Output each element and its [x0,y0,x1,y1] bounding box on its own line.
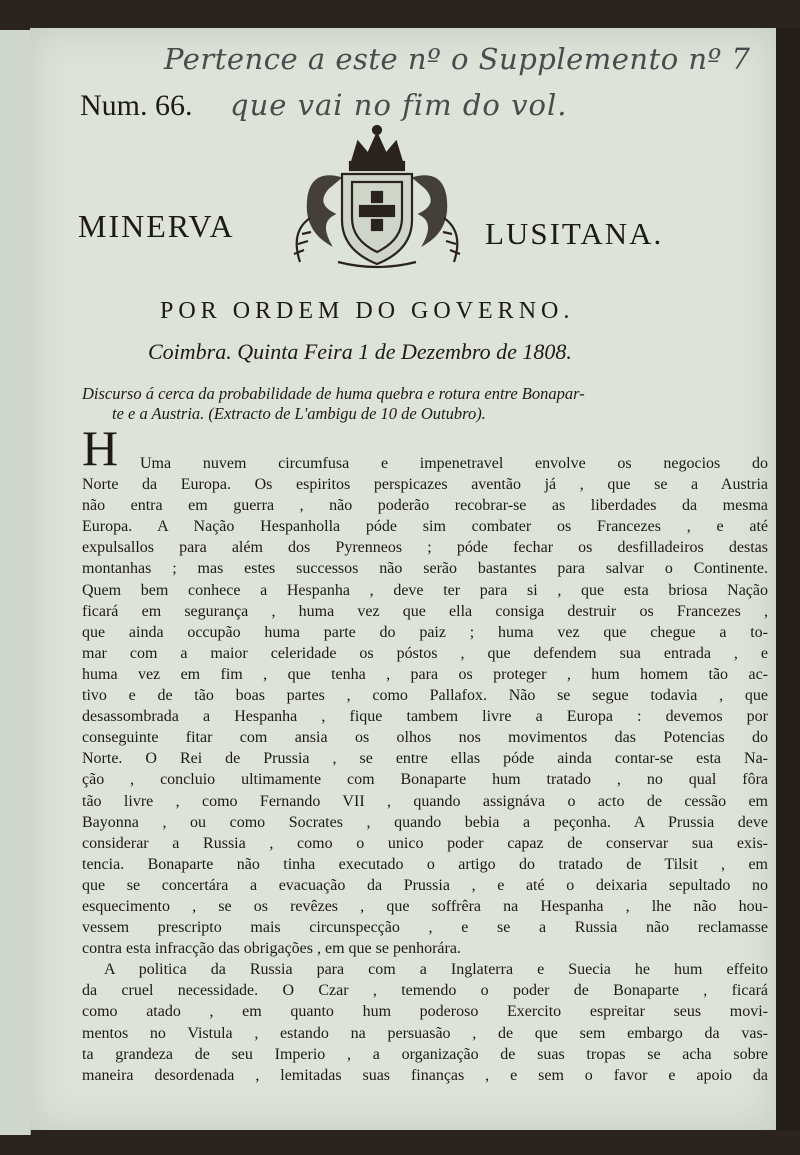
body-line: huma vez em fim , que tenha , para os proteger , hum homem tão ac- [82,665,768,683]
body-line: tivo e de tão boas partes , como Pallafox. Não se segue todavia , que [82,687,768,705]
newspaper-page [30,28,776,1130]
masthead-title-right: LUSITANA. [485,216,664,251]
dateline: Coimbra. Quinta Feira 1 de Dezembro de 1808. [148,339,572,364]
body-line: Bayonna , ou como Socrates , quando bebia a peçonha. A Prussia deve [82,813,768,831]
handwritten-note-line-2: que vai no fim do vol. [230,88,568,122]
article-heading [82,384,762,424]
drop-cap: H [82,420,119,476]
body-line: conseguinte fitar com ansia os olhos nos movimentos das Potencias do [82,729,768,747]
body-line: contra esta infracção das obrigações , em que se penhorára. [82,940,461,958]
body-line: mentos no Vistula , estando na persuasão , de que sem embargo da vas- [82,1024,768,1042]
facing-page-edge [0,30,31,1135]
body-line: que ainda occupão huma parte do paiz ; huma vez que chegue a to- [82,623,768,641]
body-line: que se concertára a evacuação da Prussia , e até o deixaria sepultado no [82,876,768,894]
article-heading-line: te e a Austria. (Extracto de L'ambigu de 10 de Outubro). [112,404,486,423]
article-heading-line: Discurso á cerca da probabilidade de huma quebra e rotura entre Bonapar- [82,384,585,403]
body-line: Europa. A Nação Hespanholla póde sim combater os Francezes , e até [82,518,768,536]
binding-shadow [776,28,800,1130]
body-line: da cruel necessidade. O Czar , temendo o poder de Bonaparte , ficará [82,982,768,1000]
body-line: Norte da Europa. Os espiritos perspicazes aventão já , que se a Austria [82,476,768,494]
body-line: vessem prescripto mais circunspecção , e se a Russia não reclamasse [82,919,768,937]
body-line: ficará em segurança , huma vez que ella consiga destruir os Francezes , [82,602,768,620]
royal-coat-of-arms-icon [280,122,475,277]
article-body [82,453,768,1086]
body-line: ta grandeza de seu Imperio , a organização de suas tropas se acha sobre [82,1045,768,1063]
masthead-title-left: MINERVA [78,208,235,244]
handwritten-note-line-1: Pertence a este nº o Supplemento nº 7 [164,42,751,76]
body-line: Norte. O Rei de Prussia , se entre ellas póde ainda contar-se esta Na- [82,750,768,768]
body-line: considerar a Russia , como o unico poder capaz de conservar sua exis- [82,834,768,852]
body-line: A politica da Russia para com a Inglaterra e Suecia he hum effeito [104,961,768,979]
body-line: esquecimento , se os revêzes , que soffrêra na Hespanha , lhe não hou- [82,897,768,915]
body-line: tão livre , como Fernando VII , quando assignáva o acto de cessão em [82,792,768,810]
body-line: montanhas ; mas estes successos não serão bastantes para salvar o Continente. [82,560,768,578]
body-line: não entra em guerra , não poderão recobrar-se as liberdades da mesma [82,497,768,515]
by-order-subtitle: POR ORDEM DO GOVERNO. [160,298,575,324]
body-line: Uma nuvem circumfusa e impenetravel envolve os negocios do [140,455,768,472]
body-line: ção , concluio ultimamente com Bonaparte hum tratado , no qual fôra [82,771,768,789]
body-line: mar com a maior celeridade os póstos , que defendem sua entrada , e [82,644,768,662]
issue-number: Num. 66. [80,89,193,122]
body-line: desassombrada a Hespanha , fique tambem livre a Europa : devemos por [82,708,768,726]
body-line: expulsallos para além dos Pyrenneos ; póde fechar os desfilladeiros destas [82,539,768,557]
body-line: tencia. Bonaparte não tinha executado o artigo do tratado de Tilsit , em [82,855,768,873]
body-line: Quem bem conhece a Hespanha , deve ter para si , que esta briosa Nação [82,581,768,599]
body-line: como atado , em quanto hum poderoso Exercito espreitar seus movi- [82,1003,768,1021]
body-line: maneira desordenada , lemitadas suas finanças , e sem o favor e apoio da [82,1066,768,1084]
